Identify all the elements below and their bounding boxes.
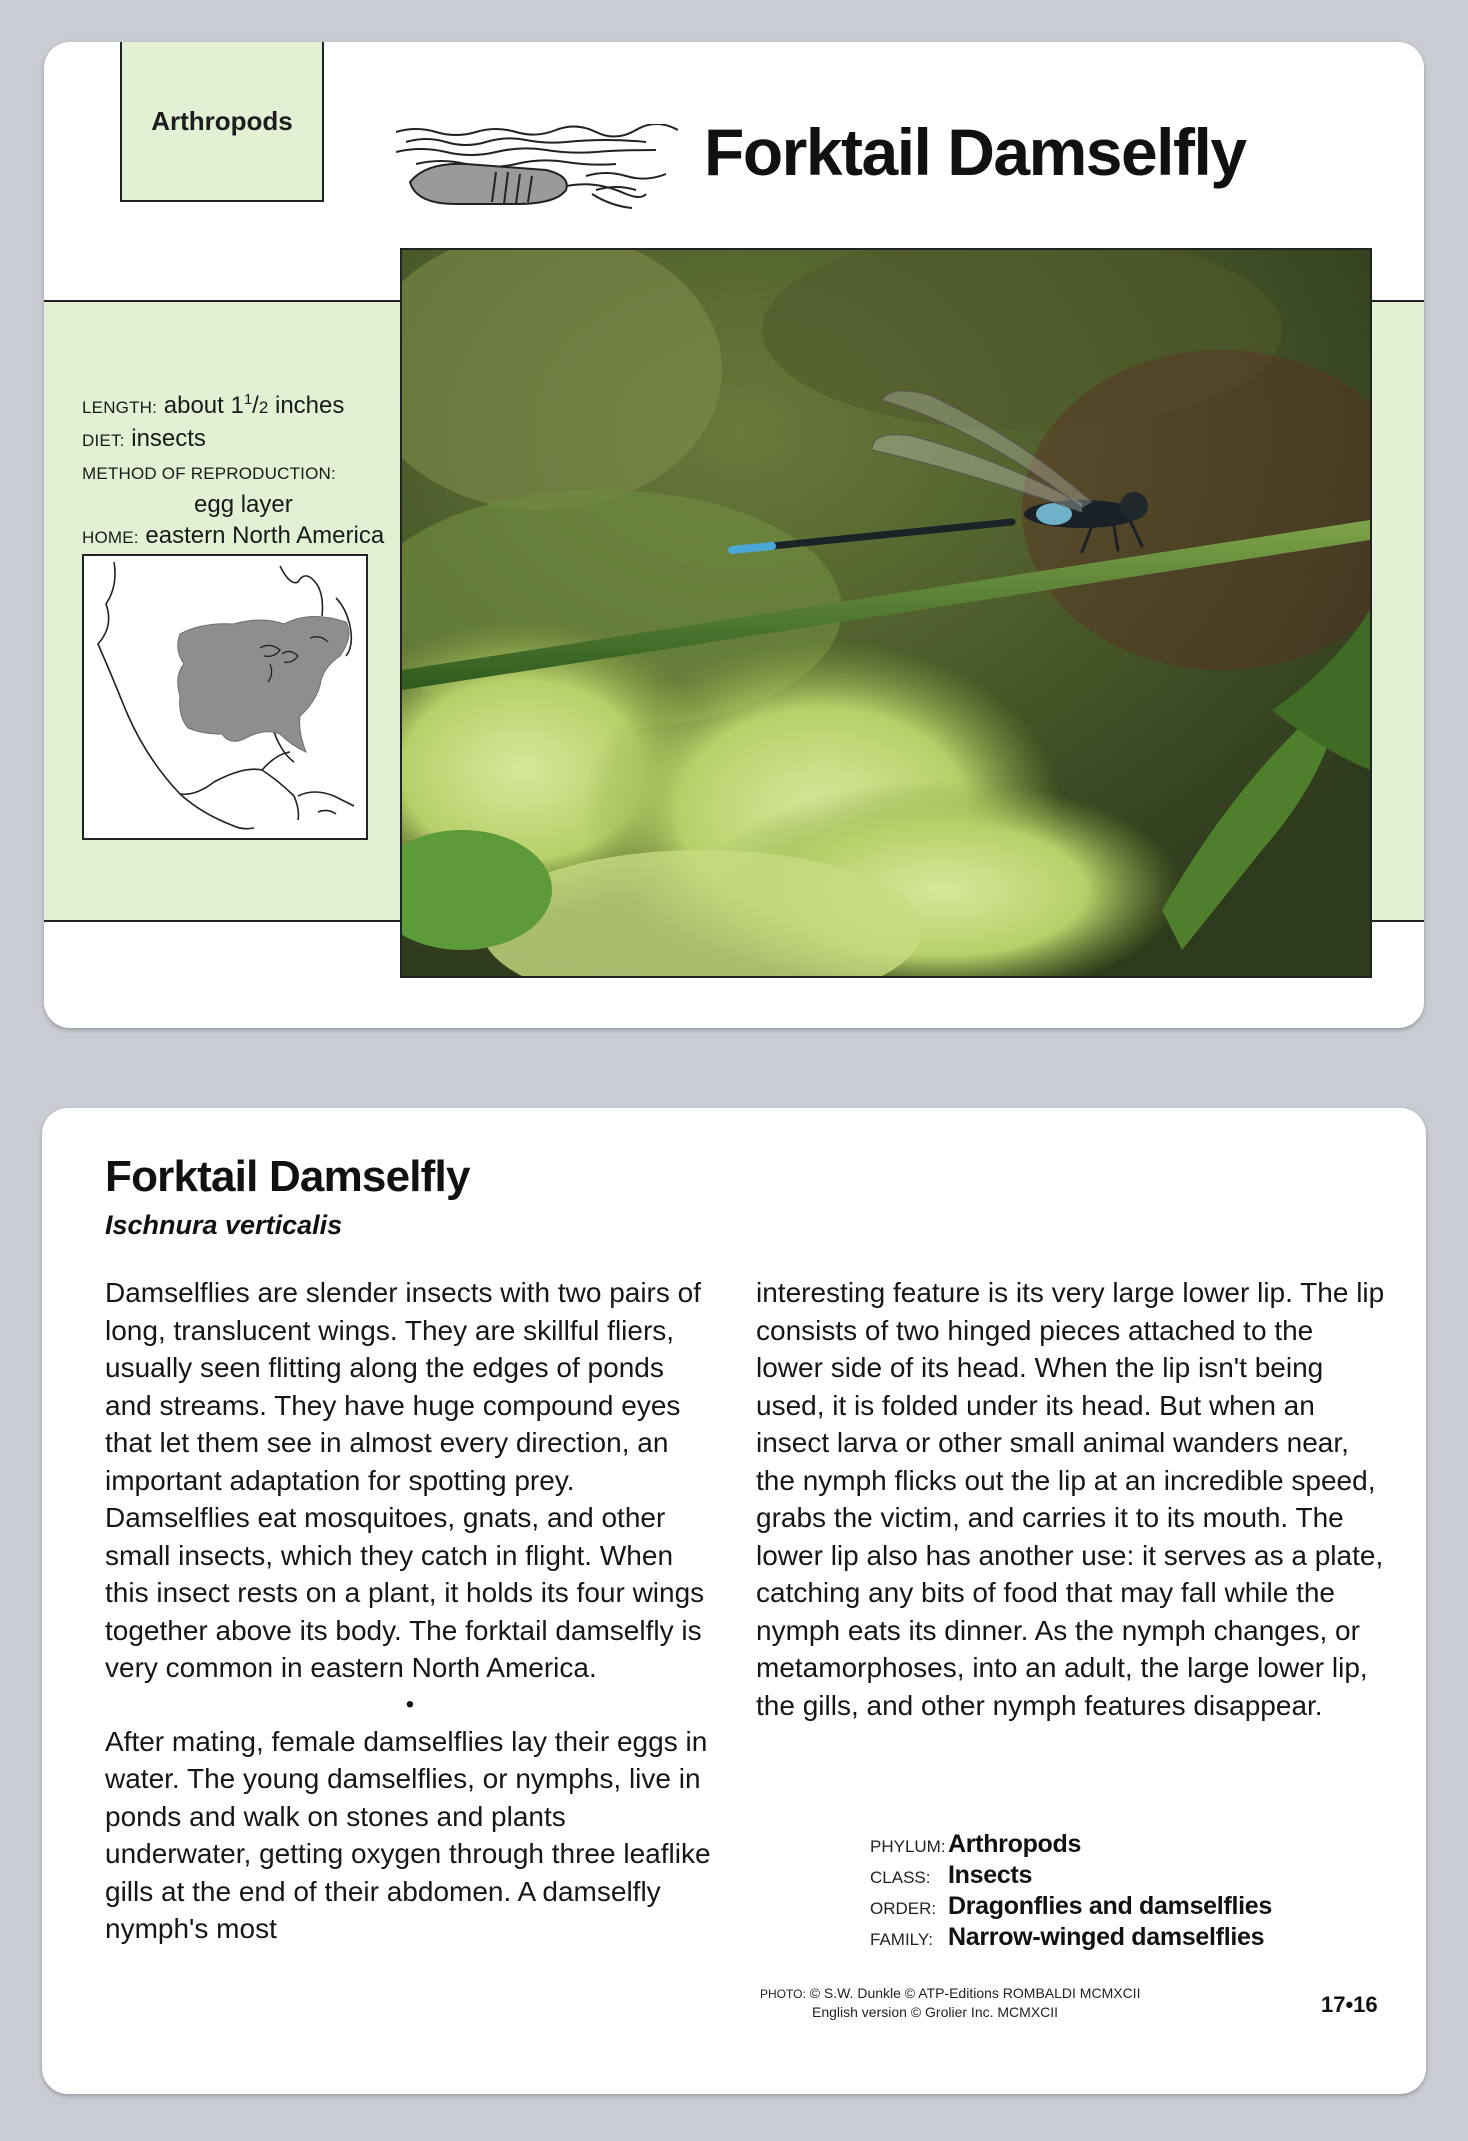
photo-credits — [760, 1984, 1140, 2021]
paragraph-2: After mating, female damselflies lay their eggs in water. The young damselflies, or nymphs, live in ponds and walk on stones and plants underwater, getting oxygen through three leaflike gills at the end of their abdomen. A damselfly nymph's most — [105, 1725, 711, 1944]
fact-reproduction — [82, 456, 422, 489]
range-area — [178, 616, 349, 752]
water-habitat-icon — [396, 124, 678, 224]
length-fraction-num: 1 — [243, 391, 253, 408]
length-unit: inches — [274, 392, 345, 419]
damselfly-photo — [400, 248, 1372, 978]
card-title: Forktail Damselfly — [704, 115, 1246, 189]
category-tab — [120, 42, 324, 202]
family-value: Narrow-winged damselflies — [948, 1923, 1265, 1951]
diet-value: insects — [131, 425, 206, 452]
fact-home — [82, 520, 422, 553]
separator-bullet: • — [405, 1690, 415, 1718]
back-title: Forktail Damselfly — [105, 1152, 470, 1201]
fact-diet — [82, 423, 422, 456]
card-number: 17•16 — [1321, 1992, 1378, 2017]
diet-label: DIET: — [82, 431, 125, 450]
home-label: HOME: — [82, 528, 139, 547]
left-column — [105, 1274, 715, 1948]
home-value: eastern North America — [145, 522, 385, 549]
family-label: FAMILY: — [870, 1930, 933, 1949]
length-fraction-den: 2 — [258, 398, 269, 417]
length-value: about 1 — [163, 392, 244, 419]
paragraph-1: Damselflies are slender insects with two pairs of long, translucent wings. They are skillful fliers, usually seen flitting along the edges of ponds and streams. They have huge compound eyes that let them see in almost every direction, an important adaptation for spotting prey. Damselflies eat mosquitoes, gnats, and other small insects, which they catch in flight. When this insect rests on a plant, it holds its four wings together above its body. The forktail damselfly is very common in eastern North America. — [105, 1277, 705, 1683]
category-label: Arthropods — [151, 105, 293, 136]
length-label: LENGTH: — [82, 398, 158, 417]
front-card — [44, 42, 1424, 1028]
range-map — [82, 554, 368, 840]
taxonomy-table — [870, 1830, 1272, 1952]
nymph-body — [410, 164, 567, 204]
order-value: Dragonflies and damselflies — [948, 1892, 1272, 1920]
scientific-name: Ischnura verticalis — [105, 1210, 343, 1240]
credit-line-2: English version © Grolier Inc. MCMXCII — [812, 2004, 1059, 2020]
fact-length: LENGTH: about $1^1/2$ inches — [82, 391, 345, 419]
back-card — [42, 1108, 1426, 2094]
photo-label: PHOTO: — [760, 1987, 806, 2001]
phylum-value: Arthropods — [948, 1830, 1082, 1858]
class-label: CLASS: — [870, 1868, 931, 1887]
reproduction-label: METHOD OF REPRODUCTION: — [82, 464, 336, 483]
right-column — [756, 1274, 1386, 1724]
reproduction-value: egg layer — [194, 491, 293, 518]
class-value: Insects — [948, 1861, 1033, 1889]
phylum-label: PHYLUM: — [870, 1837, 946, 1856]
order-label: ORDER: — [870, 1899, 937, 1918]
credit-line-1: © S.W. Dunkle © ATP-Editions ROMBALDI MCMXCII — [809, 1985, 1141, 2001]
fact-list — [82, 384, 422, 553]
paragraph-3: interesting feature is its very large lower lip. The lip consists of two hinged pieces attached to the lower side of its head. When the lip isn't being used, it is folded under its head. But when an insect larva or other small animal wanders near, the nymph flicks out the lip at an incredible speed, grabs the victim, and carries it to its mouth. The lower lip also has another use: it serves as a plate, catching any bits of food that may fall while the nymph eats its dinner. As the nymph changes, or metamorphoses, into an adult, the large lower lip, the gills, and other nymph features disappear. — [756, 1277, 1385, 1721]
